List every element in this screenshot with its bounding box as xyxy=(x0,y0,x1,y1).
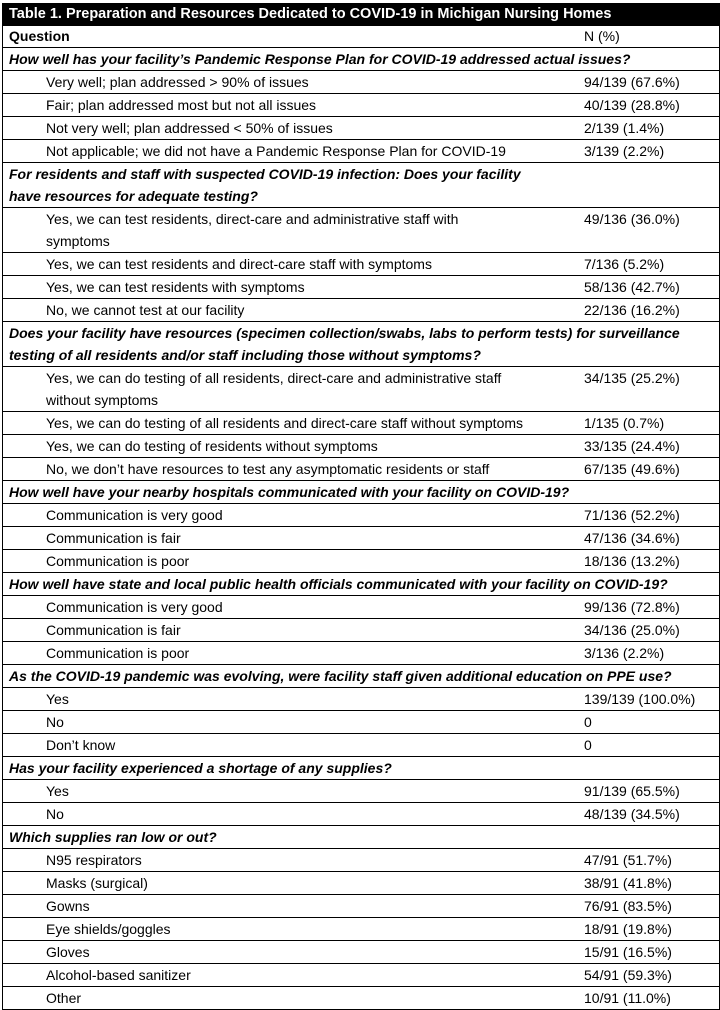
answer-label: Yes, we can do testing of all residents and direct-care staff without symptoms xyxy=(46,415,524,431)
column-header-question: Question xyxy=(9,28,70,44)
question-row xyxy=(3,572,719,595)
question-text: How well have your nearby hospitals communicated with your facility on COVID-19? xyxy=(9,484,570,500)
answer-row xyxy=(3,595,719,618)
answer-label: Not very well; plan addressed < 50% of issues xyxy=(46,120,333,136)
answer-label: No, we cannot test at our facility xyxy=(46,302,245,318)
answer-row xyxy=(3,848,719,871)
answer-row xyxy=(3,93,719,116)
answer-row xyxy=(3,434,719,457)
answer-row xyxy=(3,207,719,252)
answer-row xyxy=(3,298,719,321)
question-row xyxy=(3,756,719,779)
answer-value: 15/91 (16.5%) xyxy=(584,944,672,960)
answer-row xyxy=(3,733,719,756)
answer-value: 94/139 (67.6%) xyxy=(584,74,680,90)
answer-label: Other xyxy=(46,990,82,1006)
answer-value: 33/135 (24.4%) xyxy=(584,438,680,454)
answer-label: Communication is fair xyxy=(46,622,181,638)
answer-row xyxy=(3,275,719,298)
answer-label: Yes xyxy=(46,691,69,707)
answer-row xyxy=(3,70,719,93)
column-header-n-pct: N (%) xyxy=(584,28,620,44)
answer-value: 18/136 (13.2%) xyxy=(584,553,680,569)
answer-row xyxy=(3,986,719,1009)
answer-label: Communication is poor xyxy=(46,645,190,661)
answer-value: 3/136 (2.2%) xyxy=(584,645,665,661)
question-text: Has your facility experienced a shortage of any supplies? xyxy=(9,760,392,776)
answer-row xyxy=(3,802,719,825)
answer-value: 1/135 (0.7%) xyxy=(584,415,665,431)
question-row xyxy=(3,162,719,207)
answer-row xyxy=(3,116,719,139)
answer-value: 22/136 (16.2%) xyxy=(584,302,680,318)
question-text: How well have state and local public health officials communicated with your facility on COVID-19? xyxy=(9,576,668,592)
answer-label: Eye shields/goggles xyxy=(46,921,171,937)
question-text: As the COVID-19 pandemic was evolving, were facility staff given additional education on PPE use? xyxy=(9,668,672,684)
answer-row xyxy=(3,710,719,733)
answer-row xyxy=(3,366,719,411)
question-row xyxy=(3,47,719,70)
answer-label: Communication is very good xyxy=(46,507,223,523)
answer-value: 0 xyxy=(584,714,592,730)
answer-value: 7/136 (5.2%) xyxy=(584,256,665,272)
answer-value: 49/136 (36.0%) xyxy=(584,211,680,227)
answer-row xyxy=(3,252,719,275)
answer-label: No xyxy=(46,806,64,822)
answer-value: 0 xyxy=(584,737,592,753)
answer-row xyxy=(3,894,719,917)
answer-value: 58/136 (42.7%) xyxy=(584,279,680,295)
answer-label: Not applicable; we did not have a Pandemic Response Plan for COVID-19 xyxy=(46,143,506,159)
answer-label: Alcohol-based sanitizer xyxy=(46,967,191,983)
answer-label: Very well; plan addressed > 90% of issues xyxy=(46,74,309,90)
answer-row xyxy=(3,779,719,802)
answer-value: 139/139 (100.0%) xyxy=(584,691,696,707)
table-header-row xyxy=(3,25,719,47)
answer-label: Communication is very good xyxy=(46,599,223,615)
answer-row xyxy=(3,139,719,162)
answer-label: No, we don’t have resources to test any asymptomatic residents or staff xyxy=(46,461,490,477)
answer-label: No xyxy=(46,714,64,730)
answer-value: 18/91 (19.8%) xyxy=(584,921,672,937)
answer-label: Don’t know xyxy=(46,737,116,753)
table-title: Table 1. Preparation and Resources Dedicated to COVID-19 in Michigan Nursing Homes xyxy=(3,4,719,25)
answer-value: 76/91 (83.5%) xyxy=(584,898,672,914)
answer-label: Communication is fair xyxy=(46,530,181,546)
question-row xyxy=(3,664,719,687)
answer-value: 10/91 (11.0%) xyxy=(584,990,671,1006)
answer-label: N95 respirators xyxy=(46,852,142,868)
answer-label: Yes, we can do testing of all residents, direct-care and administrative staff without symptoms xyxy=(46,370,502,408)
answer-value: 48/139 (34.5%) xyxy=(584,806,680,822)
answer-label: Gowns xyxy=(46,898,90,914)
table-body xyxy=(3,47,719,1009)
answer-value: 34/136 (25.0%) xyxy=(584,622,680,638)
answer-row xyxy=(3,503,719,526)
answer-label: Yes, we can test residents, direct-care and administrative staff with symptoms xyxy=(46,211,459,249)
answer-row xyxy=(3,549,719,572)
question-row xyxy=(3,480,719,503)
question-text: How well has your facility’s Pandemic Response Plan for COVID-19 addressed actual issues? xyxy=(9,51,631,67)
question-row xyxy=(3,321,719,366)
answer-label: Yes, we can test residents and direct-care staff with symptoms xyxy=(46,256,432,272)
answer-value: 54/91 (59.3%) xyxy=(584,967,672,983)
answer-value: 47/91 (51.7%) xyxy=(584,852,672,868)
answer-value: 2/139 (1.4%) xyxy=(584,120,665,136)
answer-row xyxy=(3,641,719,664)
answer-value: 3/139 (2.2%) xyxy=(584,143,665,159)
answer-row xyxy=(3,917,719,940)
answer-value: 67/135 (49.6%) xyxy=(584,461,680,477)
answer-value: 71/136 (52.2%) xyxy=(584,507,680,523)
answer-label: Communication is poor xyxy=(46,553,190,569)
answer-label: Yes, we can do testing of residents without symptoms xyxy=(46,438,378,454)
answer-label: Fair; plan addressed most but not all issues xyxy=(46,97,317,113)
answer-label: Yes, we can test residents with symptoms xyxy=(46,279,305,295)
question-text: Which supplies ran low or out? xyxy=(9,829,217,845)
answer-value: 99/136 (72.8%) xyxy=(584,599,680,615)
answer-row xyxy=(3,411,719,434)
answer-row xyxy=(3,963,719,986)
answer-label: Masks (surgical) xyxy=(46,875,148,891)
answer-row xyxy=(3,526,719,549)
question-text: For residents and staff with suspected COVID-19 infection: Does your facility have resources for adequate testing? xyxy=(9,166,521,204)
answer-row xyxy=(3,457,719,480)
answer-value: 34/135 (25.2%) xyxy=(584,370,680,386)
answer-value: 40/139 (28.8%) xyxy=(584,97,680,113)
answer-label: Gloves xyxy=(46,944,90,960)
answer-row xyxy=(3,618,719,641)
answer-row xyxy=(3,687,719,710)
question-text: Does your facility have resources (specimen collection/swabs, labs to perform tests) for surveillance testing of all residents and/or staff including those without symptoms? xyxy=(9,325,680,363)
answer-value: 47/136 (34.6%) xyxy=(584,530,680,546)
answer-label: Yes xyxy=(46,783,69,799)
answer-row xyxy=(3,871,719,894)
answer-row xyxy=(3,940,719,963)
question-row xyxy=(3,825,719,848)
results-table xyxy=(2,3,720,1010)
answer-value: 91/139 (65.5%) xyxy=(584,783,680,799)
answer-value: 38/91 (41.8%) xyxy=(584,875,672,891)
